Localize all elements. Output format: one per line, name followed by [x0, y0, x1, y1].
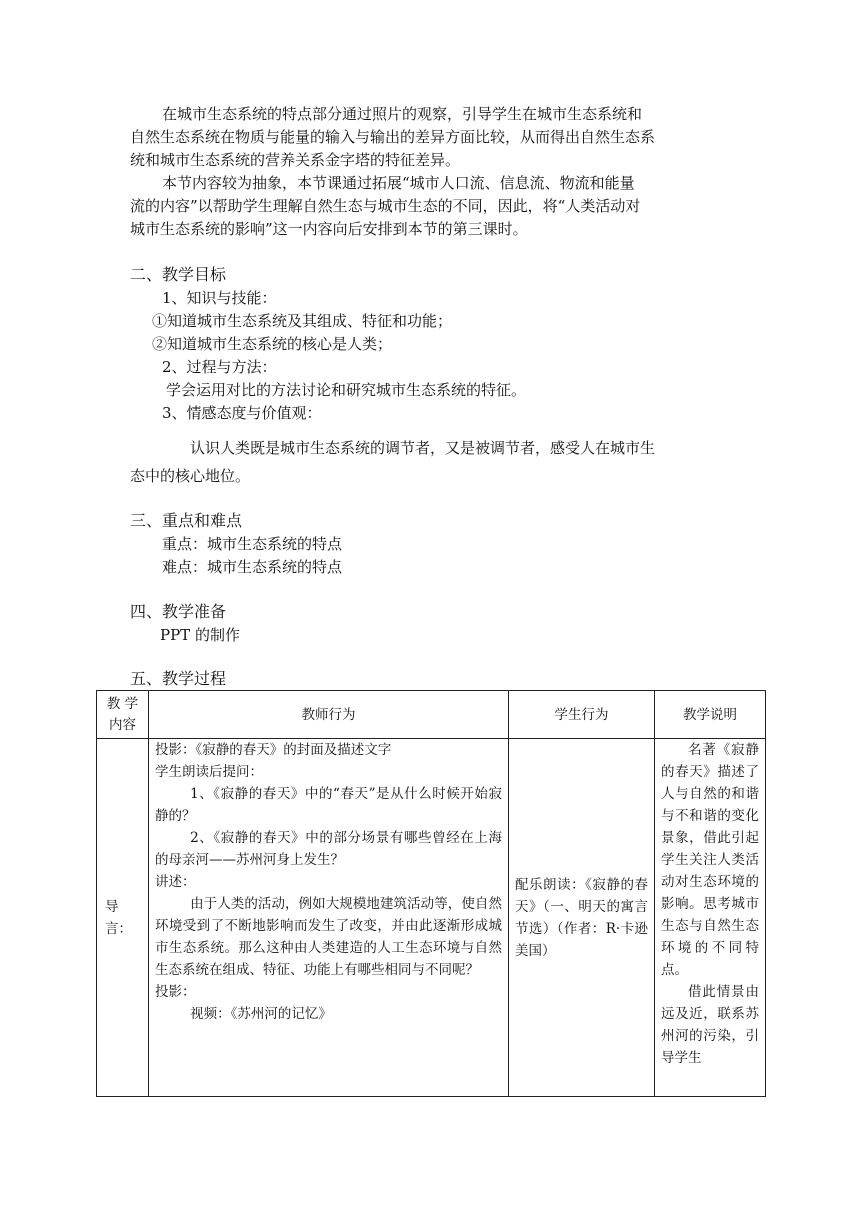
key-difficulty: 难点：城市生态系统的特点 [162, 558, 343, 576]
teacher-question-2: 2、《寂静的春天》中的部分场景有哪些曾经在上海的母亲河——苏州河身上发生？ [155, 830, 502, 868]
prep-heading: 四、教学准备 [130, 602, 227, 621]
goals-attitude-line1: 认识人类既是城市生态系统的调节者，又是被调节者，感受人在城市生 [190, 439, 656, 457]
goals-knowledge-2: ②知道城市生态系统的核心是人类； [152, 335, 393, 353]
process-table [96, 690, 766, 1097]
teacher-narration: 由于人类的活动，例如大规模地建筑活动等，使自然环境受到了不断地影响而发生了改变，并由此逐渐形成城市生态系统。那么这种由人类建造的人工生态环境与自然生态系统在组成、特征、功能上有哪些相同与不同呢？ [155, 896, 502, 978]
intro-p2-line2: 流的内容”以帮助学生理解自然生态与城市生态的不同，因此，将“人类活动对 [130, 197, 641, 215]
goals-knowledge-1: ①知道城市生态系统及其组成、特征和功能； [152, 312, 453, 330]
student-activity: 配乐朗读：《寂静的春天》（一、明天的寓言节选）（作者：R·卡逊 美国） [515, 876, 648, 959]
note-paragraph-1: 名著《寂静的春天》描述了人与自然的和谐与不和谐的变化景象，借此引起学生关注人类活动对生态环境的影响。思考城市生态与自然生态环境的不同特点。 [661, 742, 759, 978]
process-heading: 五、教学过程 [130, 669, 227, 688]
goals-knowledge-title: 1、知识与技能： [162, 289, 277, 307]
header-teacher: 教师行为 [149, 691, 509, 739]
key-focus: 重点：城市生态系统的特点 [162, 535, 343, 553]
key-heading: 三、重点和难点 [130, 511, 243, 530]
intro-p2-line3: 城市生态系统的影响”这一内容向后安排到本节的第三课时。 [130, 220, 528, 238]
intro-p1-line1: 在城市生态系统的特点部分通过照片的观察，引导学生在城市生态系统和 [162, 105, 643, 123]
teacher-line-1: 投影：《寂静的春天》的封面及描述文字 [155, 742, 392, 758]
teacher-line-3: 讲述： [155, 874, 196, 890]
goals-attitude-line2: 态中的核心地位。 [130, 467, 251, 485]
intro-p2-line1: 本节内容较为抽象，本节课通过拓展“城市人口流、信息流、物流和能量 [162, 174, 635, 192]
table-row [97, 739, 766, 1097]
teacher-line-4: 投影： [155, 984, 196, 1000]
table-header-row [97, 691, 766, 739]
prep-item: PPT 的制作 [160, 626, 240, 644]
goals-process-title: 2、过程与方法： [162, 358, 277, 376]
row-student-cell [509, 739, 655, 1097]
goals-process-1: 学会运用对比的方法讨论和研究城市生态系统的特征。 [166, 381, 527, 399]
note-paragraph-2: 借此情景由远及近，联系苏州河的污染，引导学生 [661, 984, 759, 1066]
teacher-video: 视频：《苏州河的记忆》 [190, 1006, 332, 1022]
row-content-cell: 导 言： [97, 739, 149, 1097]
header-student: 学生行为 [509, 691, 655, 739]
row-teacher-cell [149, 739, 509, 1097]
teacher-question-1: 1、《寂静的春天》中的“春天”是从什么时候开始寂静的？ [155, 786, 502, 824]
goals-attitude-title: 3、情感态度与价值观： [162, 404, 322, 422]
header-content: 教 学 内容 [97, 691, 149, 739]
row-note-cell [655, 739, 766, 1097]
teacher-line-2: 学生朗读后提问： [155, 764, 263, 780]
header-note: 教学说明 [655, 691, 766, 739]
intro-p1-line3: 统和城市生态系统的营养关系金字塔的特征差异。 [130, 151, 461, 169]
intro-p1-line2: 自然生态系统在物质与能量的输入与输出的差异方面比较，从而得出自然生态系 [130, 128, 656, 146]
goals-heading: 二、教学目标 [130, 265, 227, 284]
